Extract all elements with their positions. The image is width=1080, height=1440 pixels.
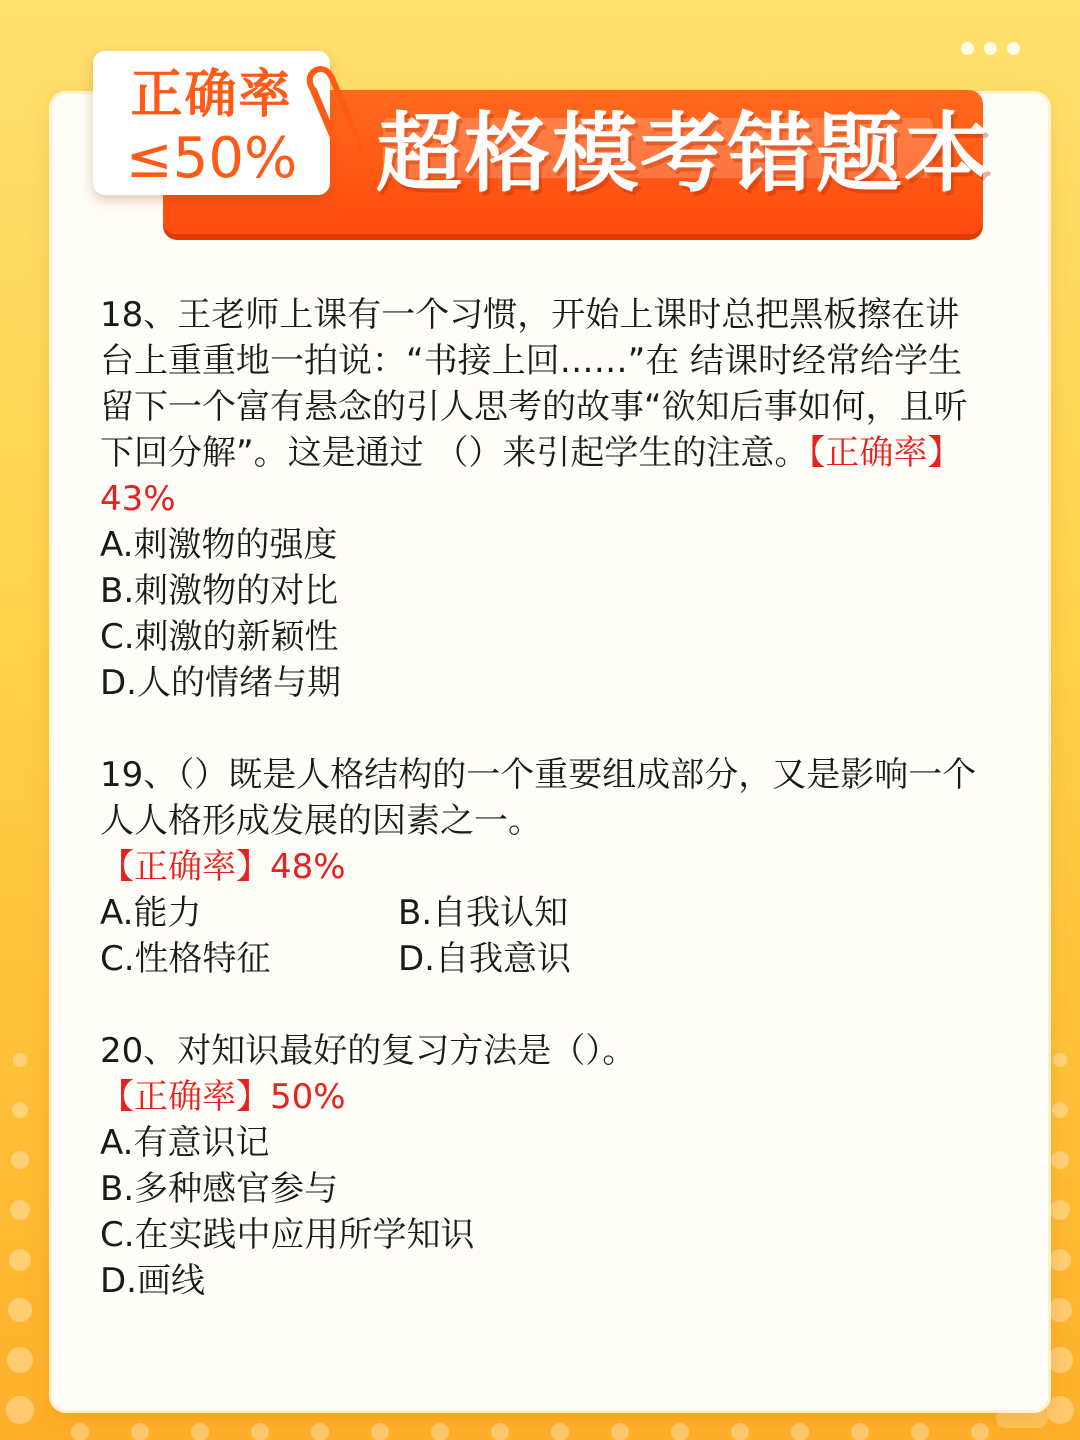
question-text: 20、对知识最好的复习方法是（）。 <box>100 1031 637 1071</box>
options-grid <box>100 890 992 982</box>
accuracy-badge <box>93 51 330 195</box>
paperclip-icon <box>296 60 368 170</box>
page-title: 超格模考错题本 <box>376 104 992 204</box>
more-dots-icon <box>961 42 1020 55</box>
badge-label: 正确率 <box>130 65 293 125</box>
option-a: A.能力 <box>100 893 202 933</box>
option-b: B.刺激物的对比 <box>100 571 339 611</box>
option-b: B.多种感官参与 <box>100 1169 339 1209</box>
option-a: A.有意识记 <box>100 1123 270 1163</box>
option-a: A.刺激物的强度 <box>100 525 338 565</box>
option-c: C.刺激的新颖性 <box>100 617 339 657</box>
accuracy-rate: 【正确率】43% <box>100 433 962 519</box>
option-b: B.自我认知 <box>398 893 569 933</box>
badge-value: ≤50% <box>125 126 298 191</box>
question-19 <box>100 752 992 982</box>
watermark <box>996 1408 1048 1428</box>
option-c: C.在实践中应用所学知识 <box>100 1215 475 1255</box>
accuracy-rate: 【正确率】48% <box>100 847 346 887</box>
option-c: C.性格特征 <box>100 939 271 979</box>
question-text: 19、（）既是人格结构的一个重要组成部分，又是影响一个人人格形成发展的因素之一。 <box>100 755 977 841</box>
question-text: 18、王老师上课有一个习惯，开始上课时总把黑板擦在讲台上重重地一拍说：“书接上回……”在 结课时经常给学生留下一个富有悬念的引人思考的故事“欲知后事如何，且听下回分解”。这是通过 （）来引起学生的注意。 <box>100 295 968 473</box>
option-d: D.人的情绪与期 <box>100 663 341 703</box>
option-d: D.画线 <box>100 1261 205 1301</box>
option-d: D.自我意识 <box>398 939 571 979</box>
accuracy-rate: 【正确率】50% <box>100 1077 346 1117</box>
question-20 <box>100 1028 992 1304</box>
question-18 <box>100 292 992 706</box>
question-list <box>100 292 992 1304</box>
